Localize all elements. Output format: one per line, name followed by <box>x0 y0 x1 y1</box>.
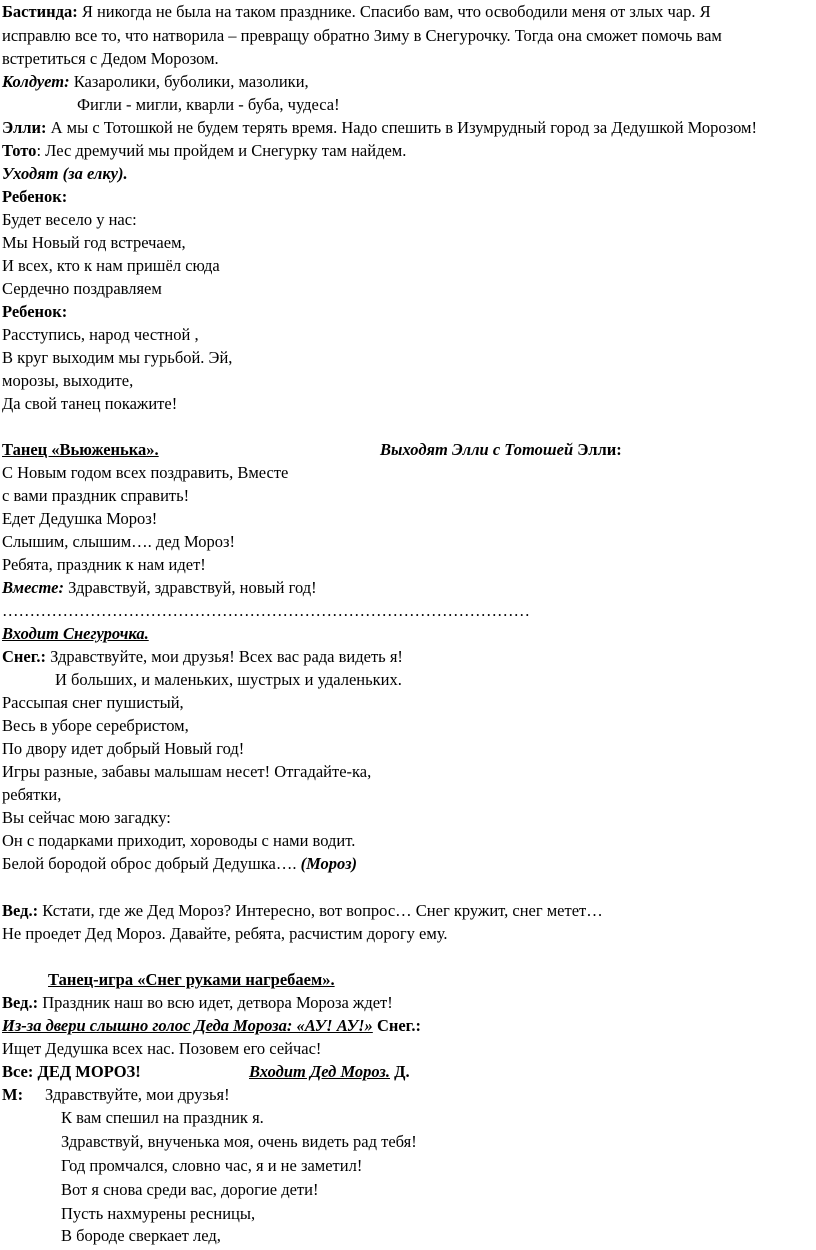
verse-line: с вами праздник справить! <box>2 486 190 505</box>
line-elli <box>2 118 757 138</box>
line-ved-2 <box>2 993 393 1013</box>
speaker-label: Вед.: <box>2 993 39 1012</box>
line-text: Казаролики, буболики, мазолики, <box>69 72 309 91</box>
speaker-label: Элли: <box>573 440 622 459</box>
verse-line: Ищет Дедушка всех нас. Позовем его сейчас! <box>2 1039 322 1058</box>
verse-line: Вот я снова среди вас, дорогие дети! <box>61 1180 319 1199</box>
line-sneg <box>2 647 403 667</box>
verse-line: Вы сейчас мою загадку: <box>2 808 171 827</box>
verse-line: Мы Новый год встречаем, <box>2 233 186 252</box>
stage-direction-right <box>380 440 622 460</box>
line-text: Здравствуйте, мои друзья! Всех вас рада видеть я! <box>46 647 403 666</box>
verse-line: Не проедет Дед Мороз. Давайте, ребята, расчистим дорогу ему. <box>2 924 448 943</box>
verse-line: С Новым годом всех поздравить, Вместе <box>2 463 289 482</box>
stage-direction: Выходят Элли с Тотошей <box>380 440 574 459</box>
separator-dots: …………………………………………………………………………………… <box>2 601 530 620</box>
verse-line: По двору идет добрый Новый год! <box>2 739 245 758</box>
verse-line: К вам спешил на праздник я. <box>61 1108 264 1127</box>
line-spell-2 <box>77 95 340 115</box>
verse-line: морозы, выходите, <box>2 371 134 390</box>
verse-line: Сердечно поздравляем <box>2 279 162 298</box>
speaker-label: Снег.: <box>2 647 46 666</box>
verse-line: Год промчался, словно час, я и не заметил! <box>61 1156 363 1175</box>
line-text: Белой бородой оброс добрый Дедушка…. <box>2 854 301 873</box>
verse-line: Будет весело у нас: <box>2 210 137 229</box>
verse-line: И всех, кто к нам пришёл сюда <box>2 256 220 275</box>
speaker-label: Тото <box>2 141 37 160</box>
stage-direction-right <box>249 1062 410 1082</box>
line-ved-1 <box>2 901 603 921</box>
line-text: Фигли - мигли, кварли - буба, чудеса! <box>77 95 340 114</box>
speaker-label: Вместе: <box>2 578 64 597</box>
riddle-answer: (Мороз) <box>300 854 358 873</box>
dance-title: Танец-игра «Снег руками нагребаем». <box>48 970 335 989</box>
speaker-label: Бастинда: <box>2 2 78 21</box>
line-bastinda-2 <box>2 26 722 46</box>
speaker-heading: Ребенок: <box>2 302 68 321</box>
speaker-label: М: <box>2 1085 24 1104</box>
verse-line: Расступись, народ честной , <box>2 325 199 344</box>
verse-line: В круг выходим мы гурьбой. Эй, <box>2 348 233 367</box>
stage-direction: Из-за двери слышно голос Деда Мороза: «АУ! АУ!» <box>2 1016 373 1035</box>
line-text: : Лес дремучий мы пройдем и Снегурку там найдем. <box>36 141 407 160</box>
line-together <box>2 578 317 598</box>
verse-line: Рассыпая снег пушистый, <box>2 693 184 712</box>
line-text: А мы с Тотошкой не будем терять время. Надо спешить в Изумрудный город за Дедушкой Морозом! <box>46 118 757 137</box>
verse-line: ребятки, <box>2 785 62 804</box>
stage-direction: Уходят (за елку). <box>2 164 128 183</box>
speaker-label: Элли: <box>2 118 47 137</box>
stage-direction: Входит Снегурочка. <box>2 624 149 643</box>
line-spell-1 <box>2 72 309 92</box>
speaker-heading: Ребенок: <box>2 187 68 206</box>
stage-direction: Входит Дед Мороз. <box>249 1062 390 1081</box>
line-text: Праздник наш во всю идет, детвора Мороза ждет! <box>38 993 393 1012</box>
verse-line: Да свой танец покажите! <box>2 394 178 413</box>
riddle-line <box>2 854 357 874</box>
line-text: Кстати, где же Дед Мороз? Интересно, вот вопрос… Снег кружит, снег метет… <box>38 901 603 920</box>
line-bastinda-1 <box>2 2 711 22</box>
speaker-label: Д. <box>390 1062 410 1081</box>
dance-title: Танец «Вьюженька». <box>2 440 159 459</box>
verse-line: Здравствуйте, мои друзья! <box>45 1085 230 1104</box>
verse-line: Едет Дедушка Мороз! <box>2 509 158 528</box>
verse-line: Он с подарками приходит, хороводы с нами водит. <box>2 831 356 850</box>
verse-line: Пусть нахмурены ресницы, <box>61 1204 256 1223</box>
verse-line: В бороде сверкает лед, <box>61 1226 221 1245</box>
line-toto <box>2 141 406 161</box>
stage-direction-line <box>2 1016 421 1036</box>
verse-line: Ребята, праздник к нам идет! <box>2 555 206 574</box>
line-text: исправлю все то, что натворила – превращу обратно Зиму в Снегурочку. Тогда она сможет помочь вам <box>2 26 722 45</box>
line-bastinda-3 <box>2 49 219 69</box>
line-text: встретиться с Дедом Морозом. <box>2 49 219 68</box>
line-text: Я никогда не была на таком празднике. Спасибо вам, что освободили меня от злых чар. Я <box>77 2 711 21</box>
speaker-label: Колдует: <box>2 72 70 91</box>
verse-line: Игры разные, забавы малышам несет! Отгадайте-ка, <box>2 762 372 781</box>
speaker-label: Снег.: <box>372 1016 421 1035</box>
line-text: Здравствуй, здравствуй, новый год! <box>63 578 317 597</box>
verse-line: Весь в уборе серебристом, <box>2 716 189 735</box>
verse-line: И больших, и маленьких, шустрых и удаленьких. <box>55 670 402 689</box>
verse-line: Слышим, слышим…. дед Мороз! <box>2 532 235 551</box>
speaker-label: Вед.: <box>2 901 39 920</box>
verse-line: Здравствуй, внученька моя, очень видеть рад тебя! <box>61 1132 417 1151</box>
line-all: Все: ДЕД МОРОЗ! <box>2 1062 141 1081</box>
